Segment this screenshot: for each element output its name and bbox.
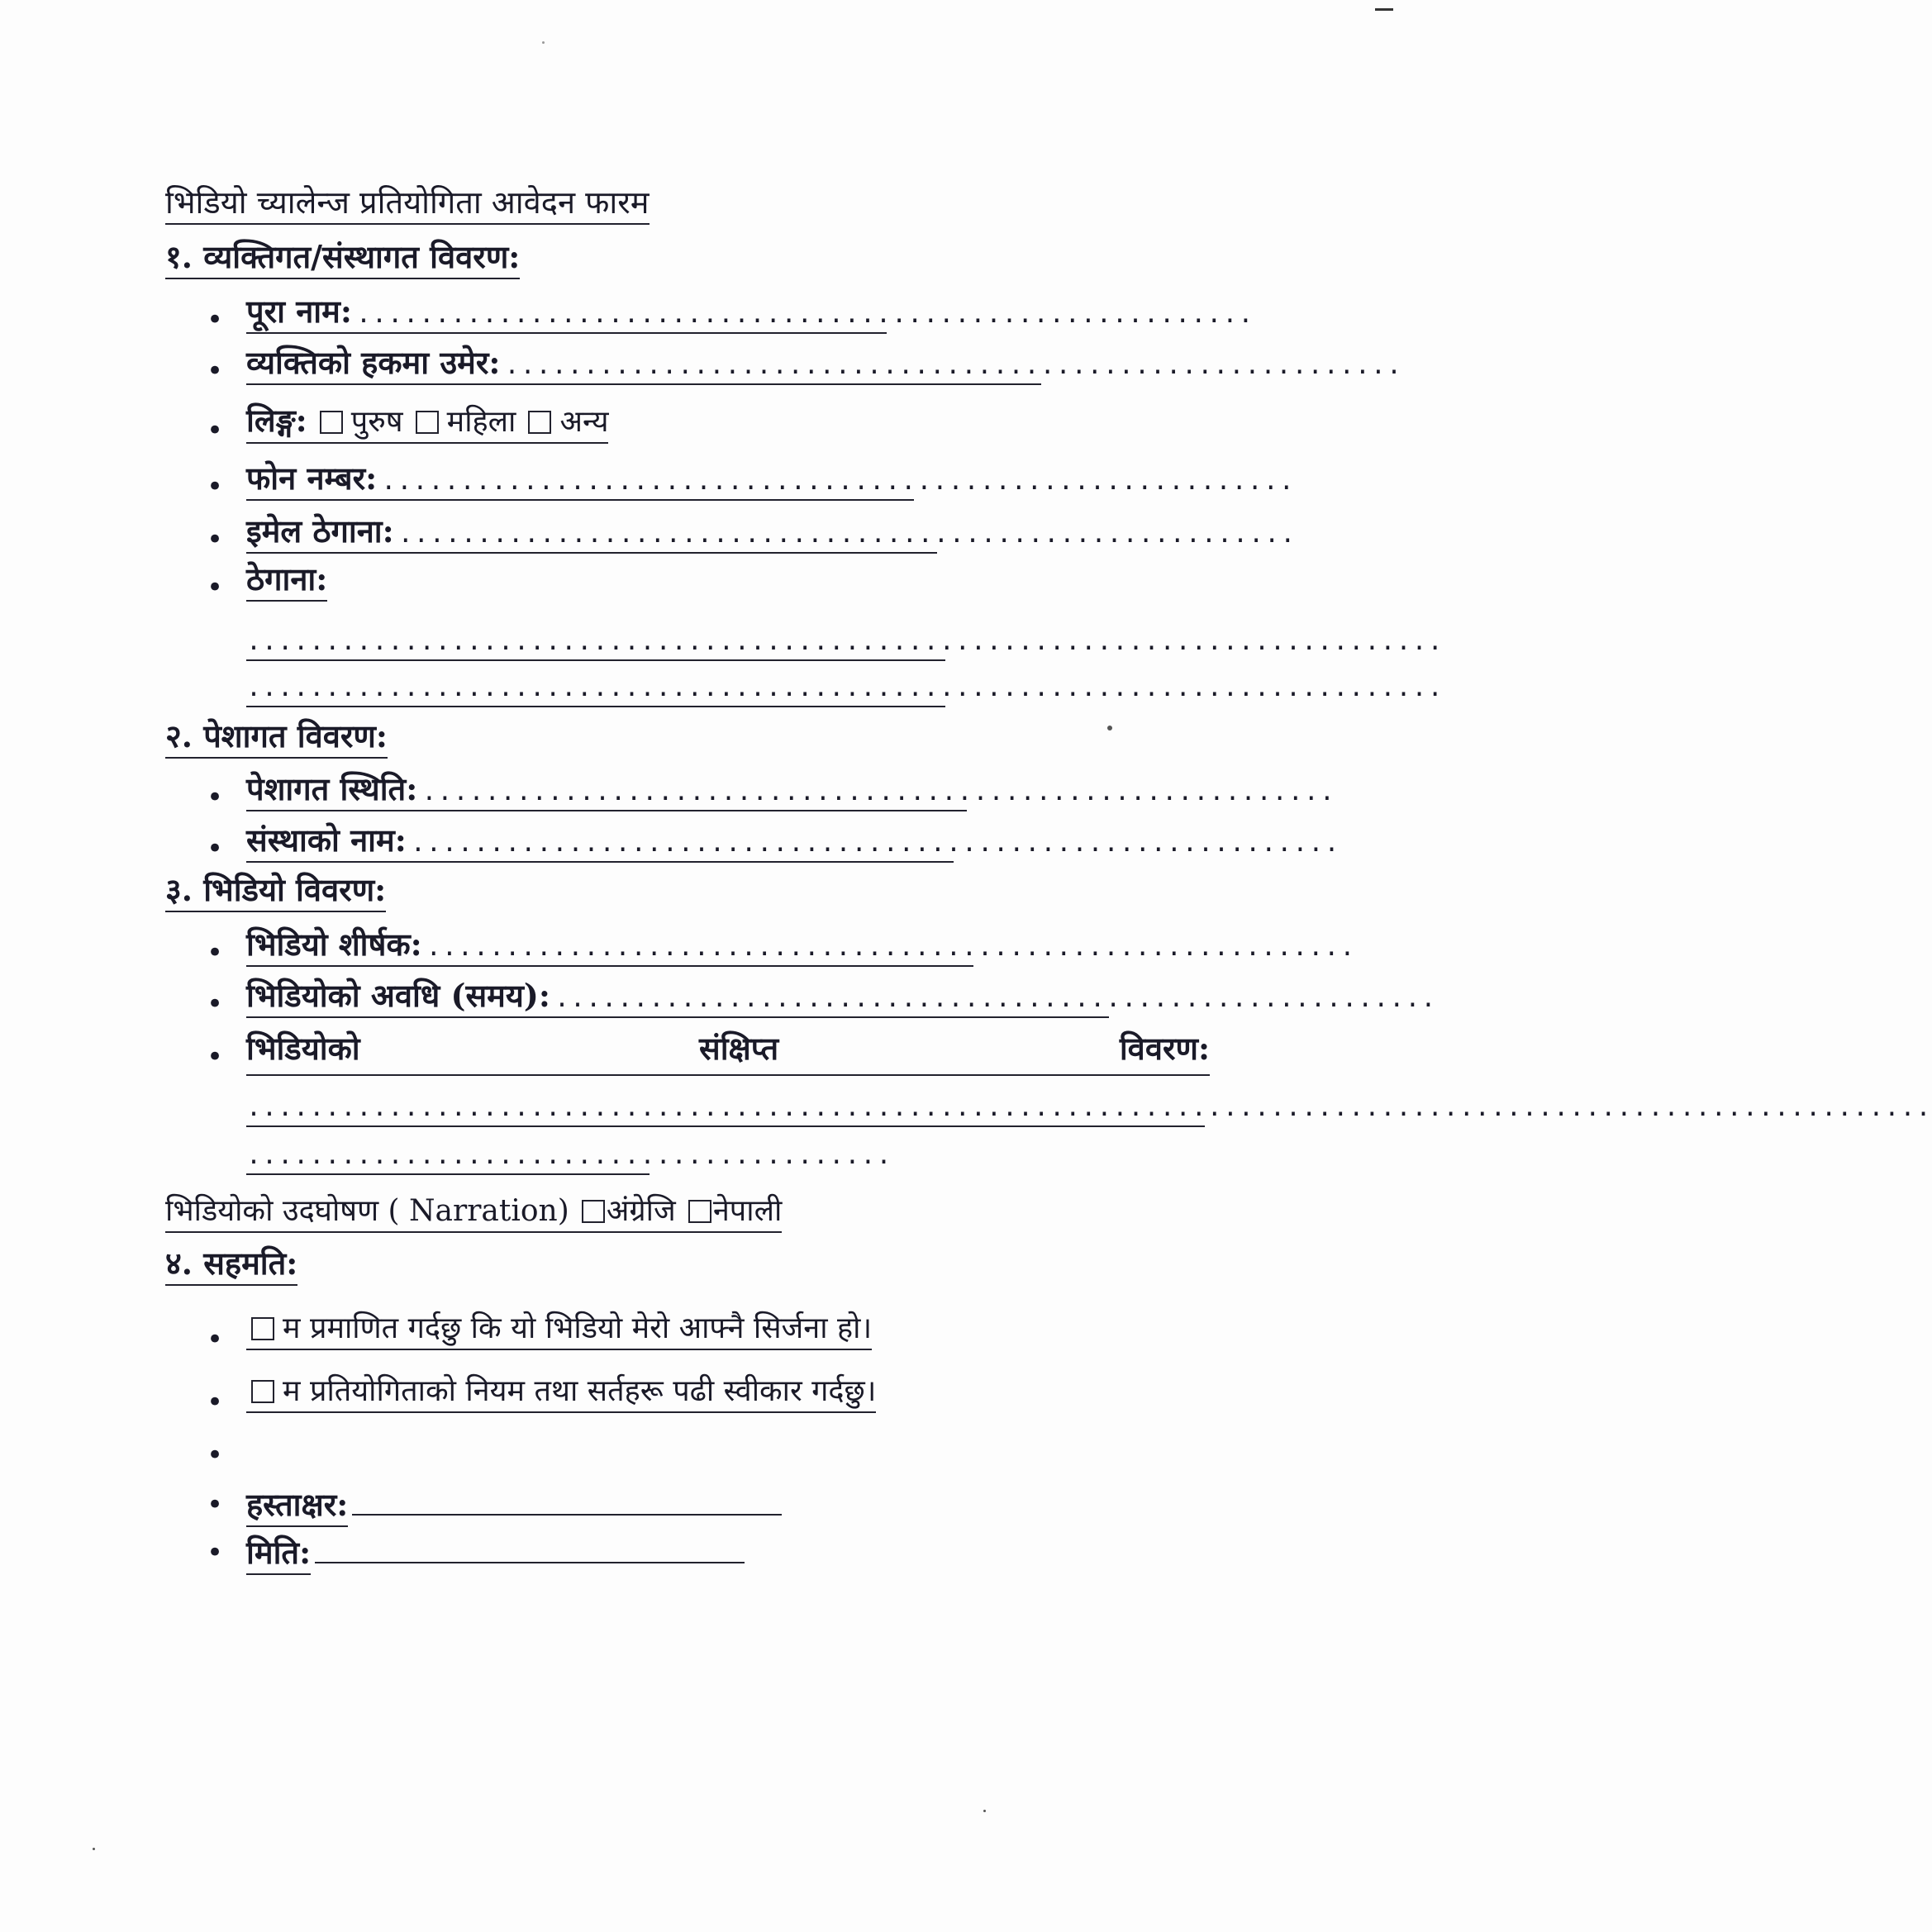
organization-label: संस्थाको नाम: (246, 821, 407, 859)
narration-english-checkbox[interactable] (582, 1200, 605, 1223)
scan-speck (983, 1810, 986, 1812)
occupation-status-label: पेशागत स्थिति: (246, 770, 418, 807)
address-label: ठेगाना: (246, 564, 327, 602)
organization-row (246, 821, 1340, 863)
occupation-status-field[interactable]: .......................................................... (421, 778, 1335, 807)
gender-female-checkbox[interactable] (416, 411, 439, 434)
video-summary-label-word-3: विवरण: (1119, 1030, 1210, 1067)
email-label: इमेल ठेगाना: (246, 512, 394, 550)
bullet-icon: • (207, 1323, 224, 1356)
consent-2-text: म प्रतियोगिताको नियम तथा सर्तहरू पढी स्वीकार गर्दछु। (283, 1374, 877, 1408)
bullet-icon: • (207, 781, 224, 814)
scan-speck (93, 1848, 95, 1850)
gender-female-label: महिला (446, 405, 516, 439)
age-field[interactable]: ......................................................... (504, 351, 1403, 380)
narration-english-label: अंग्रेजि (606, 1194, 676, 1228)
email-field[interactable]: ......................................................... (397, 520, 1297, 549)
narration-row (165, 1194, 783, 1233)
bullet-icon: • (207, 1439, 224, 1472)
signature-row (246, 1481, 782, 1527)
phone-field[interactable]: .......................................................... (381, 467, 1295, 496)
phone-label: फोन नम्बर: (246, 459, 378, 497)
scan-speck (1107, 726, 1112, 730)
gender-other-label: अन्य (559, 405, 609, 439)
consent-1-row (246, 1311, 873, 1350)
address-field-line-1[interactable]: ............................................................................ (246, 630, 945, 661)
occupation-row (246, 770, 1335, 811)
bullet-icon: • (207, 470, 224, 503)
consent-1-checkbox[interactable] (251, 1317, 274, 1340)
gender-label: लिङ्ग: (246, 402, 307, 439)
video-duration-field[interactable]: ........................................................ (554, 984, 1437, 1013)
date-field[interactable] (315, 1529, 745, 1563)
address-field-line-2[interactable]: ............................................................................ (246, 676, 945, 707)
narration-nepali-label: नेपाली (712, 1194, 783, 1228)
age-row (246, 344, 1403, 385)
phone-row (246, 459, 1295, 501)
video-title-row (246, 926, 1356, 967)
video-summary-label-word-1: भिडियोको (246, 1030, 360, 1067)
video-summary-row (246, 1030, 1210, 1076)
video-title-field[interactable]: ........................................................... (426, 933, 1356, 962)
age-label: व्यक्तिको हकमा उमेर: (246, 344, 501, 381)
narration-nepali-checkbox[interactable] (688, 1200, 711, 1223)
date-label: मिति: (246, 1537, 311, 1575)
date-row (246, 1529, 745, 1575)
section-4-heading: ४. सहमति: (165, 1248, 297, 1286)
consent-1-text: म प्रमाणित गर्दछु कि यो भिडियो मेरो आफ्नै सिर्जना हो। (283, 1311, 873, 1345)
form-title: भिडियो च्यालेन्ज प्रतियोगिता आवेदन फारम (165, 187, 650, 225)
gender-male-label: पुरुष (350, 405, 403, 439)
bullet-icon: • (207, 523, 224, 556)
video-title-label: भिडियो शीर्षक: (246, 926, 422, 963)
organization-field[interactable]: ........................................................... (410, 829, 1340, 858)
signature-label: हस्ताक्षर: (246, 1489, 348, 1527)
video-summary-field-line-1[interactable]: ........................................................................................................... (246, 1096, 1205, 1127)
section-2-heading: २. पेशागत विवरण: (165, 721, 388, 759)
bullet-icon: • (207, 1488, 224, 1521)
video-duration-label: भिडियोको अवधि (समय): (246, 977, 550, 1014)
bullet-icon: • (207, 414, 224, 447)
bullet-icon: • (207, 303, 224, 336)
bullet-icon: • (207, 936, 224, 969)
scan-mark (1375, 8, 1393, 11)
consent-2-checkbox[interactable] (251, 1380, 274, 1403)
bullet-icon: • (207, 355, 224, 388)
bullet-icon: • (207, 571, 224, 604)
gender-male-checkbox[interactable] (320, 411, 343, 434)
email-row (246, 512, 1297, 554)
consent-2-row (246, 1374, 877, 1413)
bullet-icon: • (207, 1386, 224, 1419)
bullet-icon: • (207, 832, 224, 865)
full-name-field[interactable]: ......................................................... (355, 300, 1254, 329)
signature-field[interactable] (352, 1481, 782, 1516)
gender-row (246, 402, 609, 444)
bullet-icon: • (207, 987, 224, 1021)
gender-other-checkbox[interactable] (528, 411, 551, 434)
section-1-heading: १. व्यक्तिगत/संस्थागत विवरण: (165, 241, 520, 279)
scan-speck (542, 41, 545, 44)
section-3-heading: ३. भिडियो विवरण: (165, 874, 386, 912)
video-duration-row (246, 977, 1437, 1018)
video-summary-field-line-2[interactable]: ......................................... (246, 1144, 650, 1175)
narration-label: भिडियोको उदघोषण ( Narration) (165, 1194, 569, 1228)
bullet-icon: • (207, 1040, 224, 1073)
bullet-icon: • (207, 1536, 224, 1569)
video-summary-label-word-2: संक्षिप्त (699, 1030, 779, 1067)
full-name-label: पूरा नाम: (246, 293, 352, 330)
full-name-row (246, 293, 1254, 334)
